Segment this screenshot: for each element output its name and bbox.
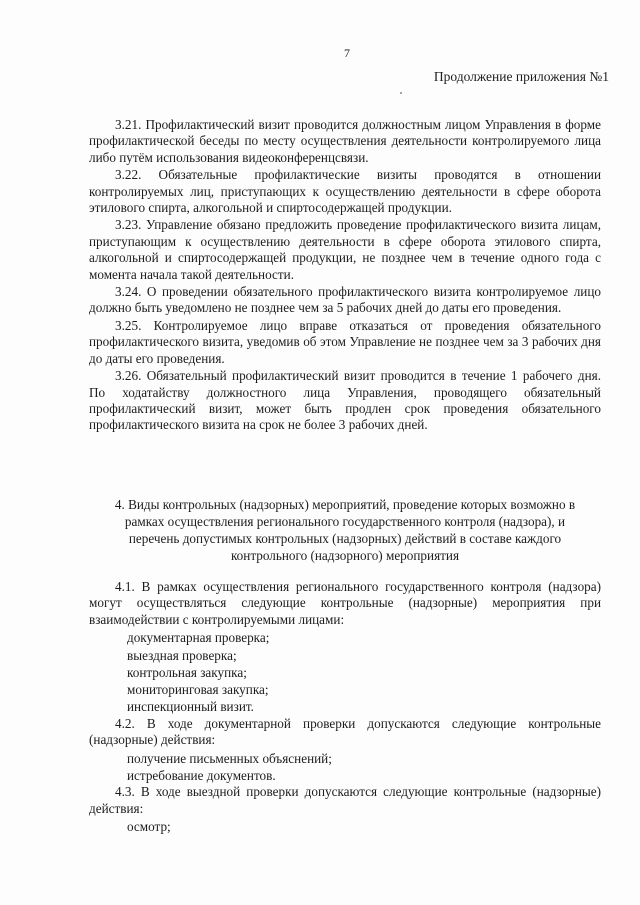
- section-4-content: [89, 579, 601, 835]
- list-item: контрольная закупка;: [127, 664, 247, 680]
- paragraph-3-25: 3.25. Контролируемое лицо вправе отказаться от проведения обязательного профилактического визита, уведомив об этом Управление не позднее чем за 3 рабочих дня до даты его проведения.: [89, 317, 601, 366]
- paragraph-4-2: 4.2. В ходе документарной проверки допускаются следующие контрольные (надзорные) действия:: [89, 715, 601, 748]
- paragraph-3-26: 3.26. Обязательный профилактический визит проводится в течение 1 рабочего дня. По ходатайству должностного лица Управления, проводящего обязательный профилактический визит, может быть продлен срок проведения обязательного профилактического визита на срок не более 3 рабочих дней.: [89, 368, 601, 433]
- section-3-paragraphs: [89, 117, 601, 435]
- appendix-continuation-label: Продолжение приложения №1: [433, 69, 609, 84]
- paragraph-3-21: 3.21. Профилактический визит проводится должностным лицом Управления в форме профилактической беседы по месту осуществления деятельности контролируемого лица либо путём использования видеоконференцсвязи.: [89, 117, 601, 165]
- list-item: получение письменных объяснений;: [127, 750, 332, 766]
- page-number: 7: [344, 46, 350, 60]
- paragraph-3-22: 3.22. Обязательные профилактические визиты проводятся в отношении контролируемых лиц, приступающих к осуществлению деятельности в сфере оборота этилового спирта, алкогольной и спиртосодержащей продукции.: [89, 167, 601, 216]
- paragraph-3-24: 3.24. О проведении обязательного профилактического визита контролируемое лицо должно быть уведомлено не позднее чем за 5 рабочих дней до даты его проведения.: [89, 284, 601, 316]
- section-4-heading: 4. Виды контрольных (надзорных) мероприятий, проведение которых возможно в рамках осуществления регионального государственного контроля (надзора), и перечень допустимых контрольных (надзорных) действий в составе каждого контрольного (надзорного) мероприятия: [114, 497, 576, 563]
- scan-speck: [400, 92, 402, 94]
- list-item: инспекционный визит.: [127, 699, 254, 715]
- list-item: документарная проверка;: [127, 630, 270, 646]
- list-item: осмотр;: [127, 818, 171, 834]
- paragraph-4-1: 4.1. В рамках осуществления регионального государственного контроля (надзора) могут осуществляться следующие контрольные (надзорные) мероприятия при взаимодействии с контролируемыми лицами:: [89, 579, 601, 627]
- list-item: выездная проверка;: [127, 647, 237, 663]
- list-item: мониторинговая закупка;: [127, 682, 269, 698]
- paragraph-4-3: 4.3. В ходе выездной проверки допускаются следующие контрольные (надзорные) действия:: [89, 784, 601, 816]
- list-item: истребование документов.: [127, 767, 276, 783]
- paragraph-3-23: 3.23. Управление обязано предложить проведение профилактического визита лицам, приступающим к осуществлению деятельности в сфере оборота этилового спирта, алкогольной и спиртосодержащей продукции, не позднее чем в течение одного года с момента начала такой деятельности.: [89, 217, 601, 282]
